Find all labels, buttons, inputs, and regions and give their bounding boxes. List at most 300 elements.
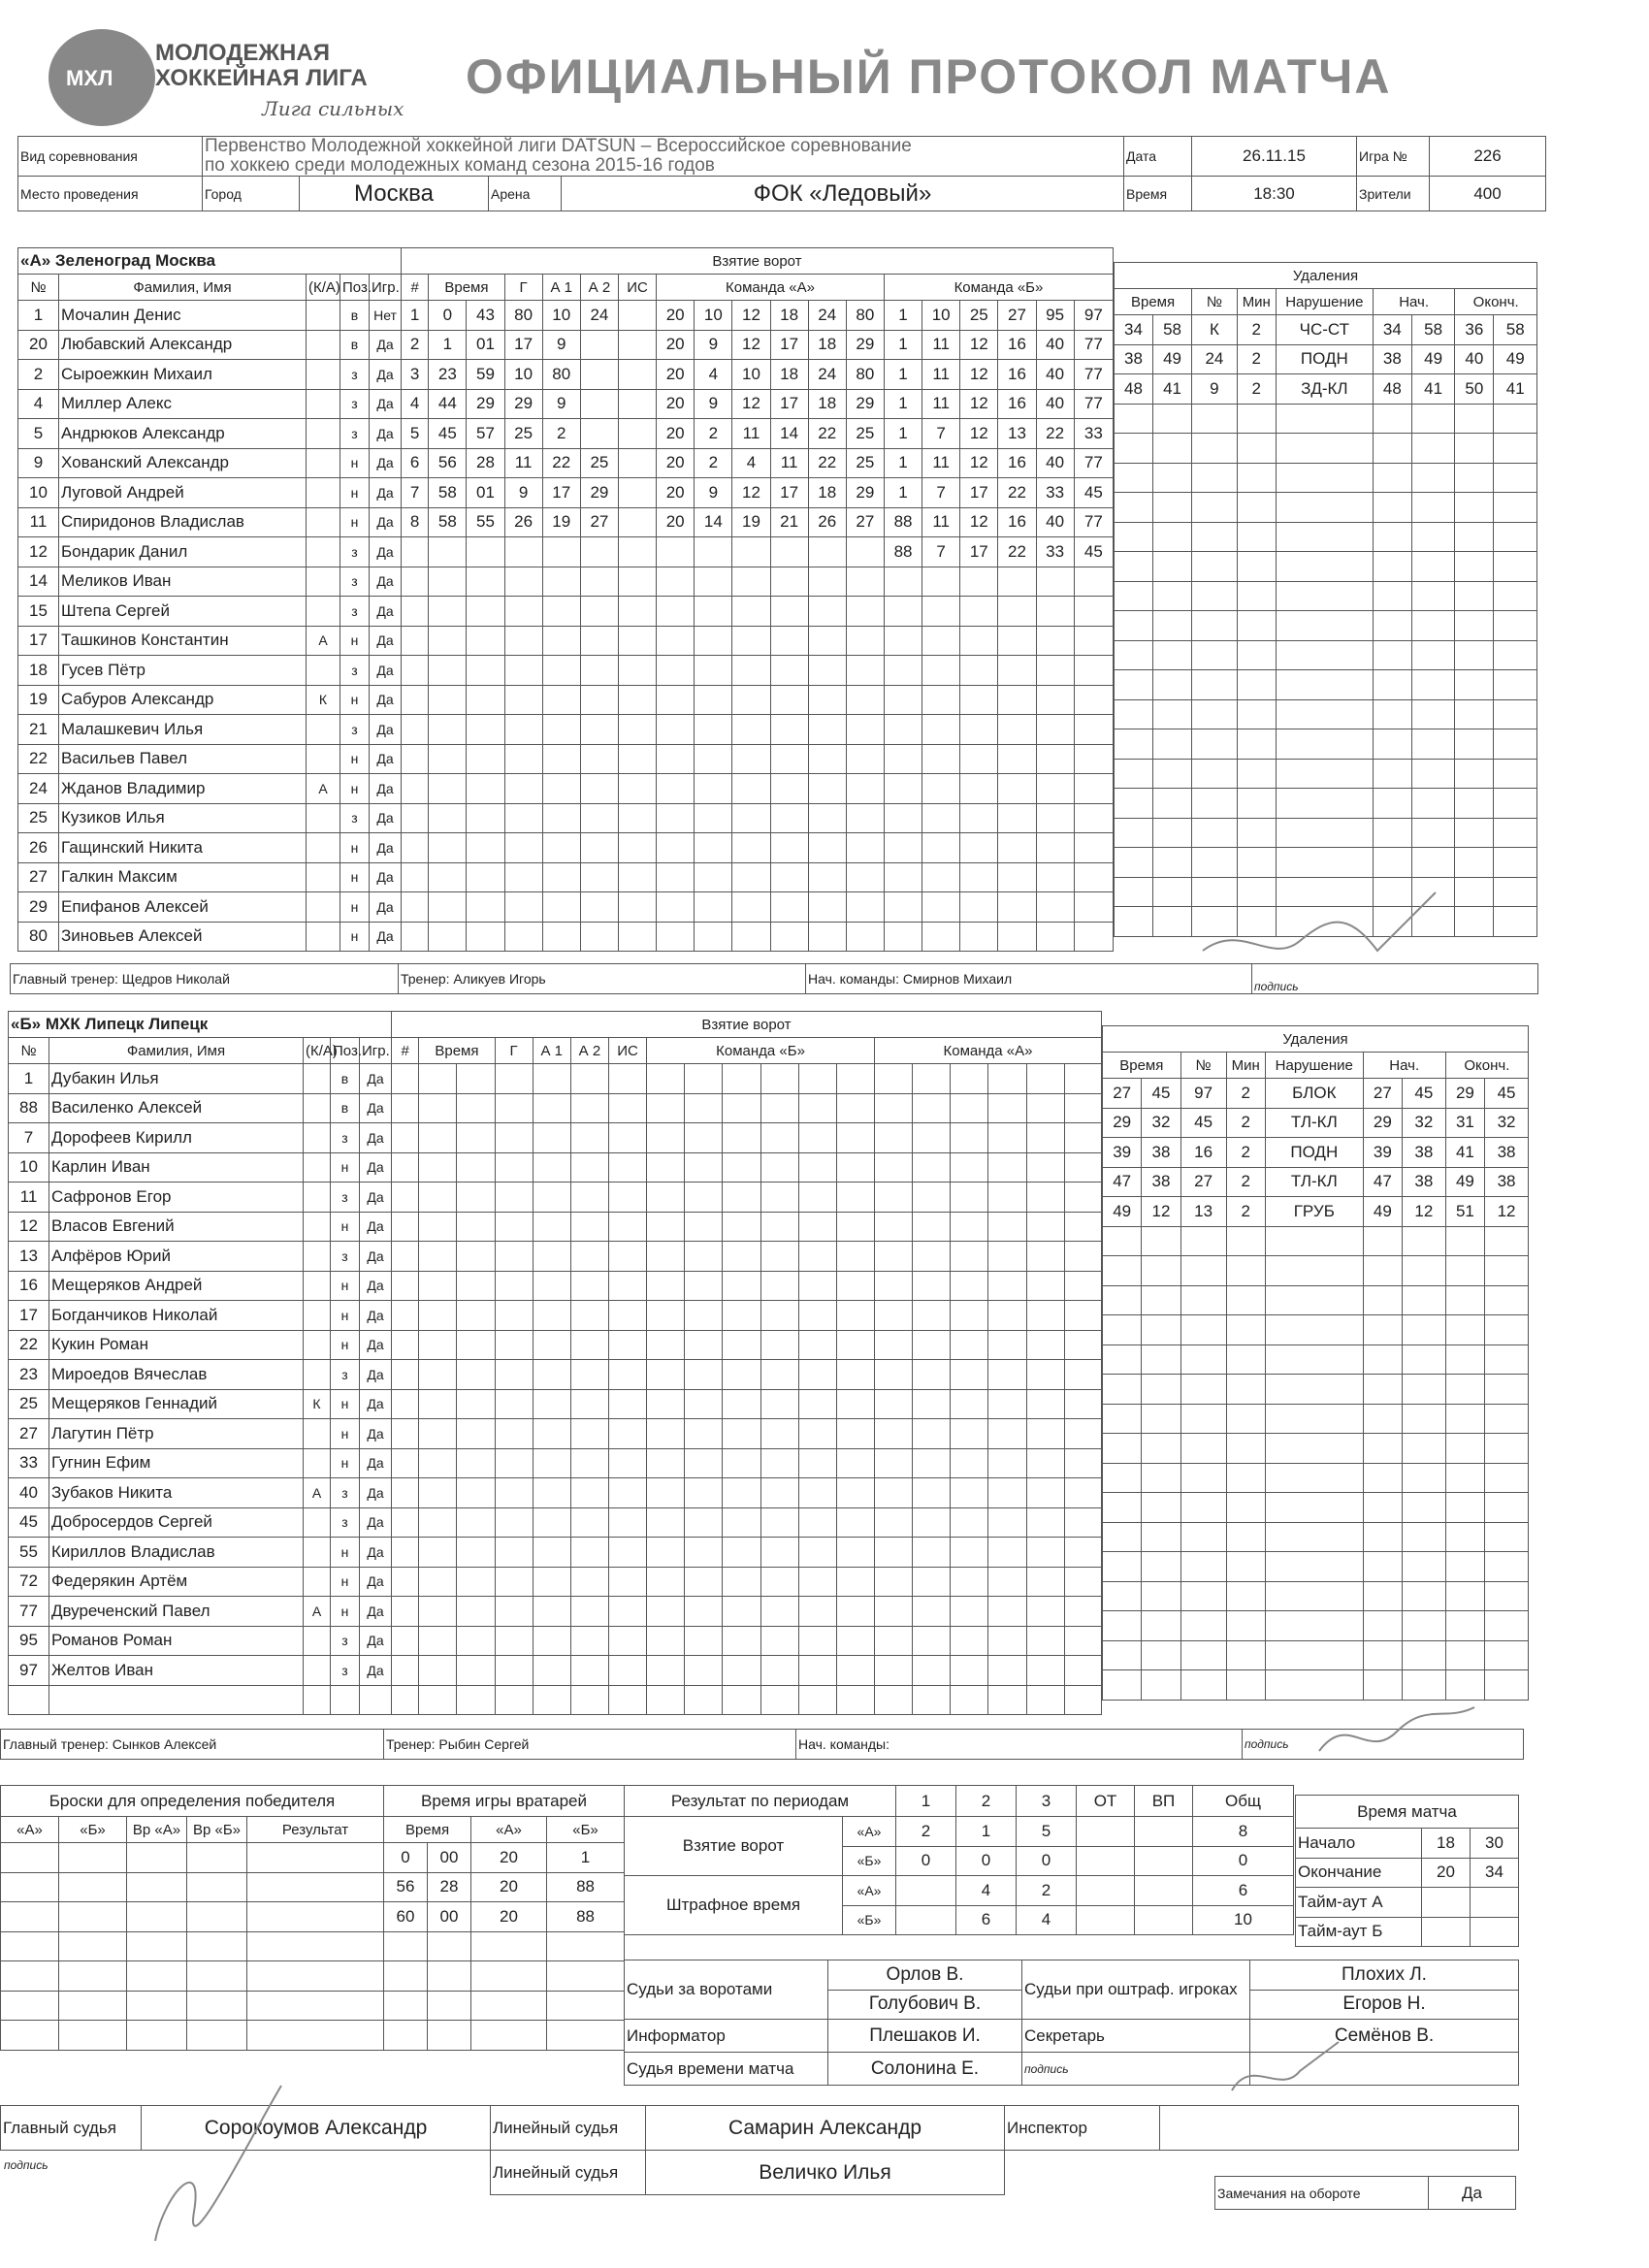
goal-cell xyxy=(960,892,998,923)
goal-cell xyxy=(808,537,846,567)
penalty-cell xyxy=(1363,1581,1402,1611)
shootout-cell xyxy=(187,1931,247,1961)
goal-cell: 10 xyxy=(732,360,770,390)
goal-cell xyxy=(1036,744,1074,774)
player-position: н xyxy=(340,922,370,952)
goal-cell xyxy=(798,1656,836,1686)
penalty-cell xyxy=(1180,1404,1226,1434)
penalty-cell: 45 xyxy=(1402,1079,1445,1109)
penalty-cell xyxy=(1485,1375,1529,1405)
player-number: 27 xyxy=(9,1419,49,1449)
goal-cell xyxy=(1074,567,1113,597)
goal-cell xyxy=(647,1656,685,1686)
penalty-cell xyxy=(1226,1581,1265,1611)
penalty-cell xyxy=(1363,1493,1402,1523)
goal-cell xyxy=(836,1330,874,1360)
player-role xyxy=(304,1656,331,1686)
penalty-cell xyxy=(1494,789,1537,819)
goal-cell xyxy=(988,1093,1026,1123)
goal-cell xyxy=(770,922,808,952)
player-number: 7 xyxy=(9,1123,49,1153)
team-b-roster xyxy=(8,1011,392,1715)
penalty-cell xyxy=(1115,463,1153,493)
penalty-row xyxy=(1103,1640,1529,1670)
penalty-cell xyxy=(1485,1345,1529,1375)
goalie-time-table xyxy=(383,1785,625,2051)
goal-cell xyxy=(392,1507,419,1538)
shootout-cell xyxy=(1,1991,59,2021)
goal-cell xyxy=(874,1301,912,1331)
goal-cell xyxy=(846,656,884,686)
player-name: Двуреченский Павел xyxy=(49,1597,304,1627)
periods-team-a: «А» xyxy=(843,1817,896,1847)
goal-cell: 1 xyxy=(884,301,922,331)
goal-cell xyxy=(770,537,808,567)
penalty-cell: 41 xyxy=(1153,374,1192,405)
goalie-cell: 00 xyxy=(428,1843,471,1873)
roster-row xyxy=(18,803,402,833)
player-number: 9 xyxy=(18,448,59,478)
player-number: 55 xyxy=(9,1538,49,1568)
penalty-cell xyxy=(1373,818,1411,848)
goal-cell: 14 xyxy=(770,419,808,449)
penalty-cell xyxy=(1103,1315,1142,1345)
goal-cell xyxy=(533,1123,570,1153)
roster-row xyxy=(9,1271,392,1301)
penalty-cell: 2 xyxy=(1226,1138,1265,1168)
goal-cell xyxy=(429,922,467,952)
penalty-cell xyxy=(1265,1256,1363,1286)
pen-col-end: Оконч. xyxy=(1455,289,1537,315)
goalie-row xyxy=(384,1961,625,1992)
goal-cell xyxy=(618,656,656,686)
col-number: № xyxy=(9,1038,49,1064)
penalty-cell: 38 xyxy=(1402,1138,1445,1168)
shootout-cell xyxy=(59,1991,127,2021)
shootout-row xyxy=(1,1843,384,1873)
goals-col-num: # xyxy=(392,1038,419,1064)
goal-row xyxy=(402,685,1114,715)
goal-cell xyxy=(960,567,998,597)
penalty-cell xyxy=(1142,1315,1180,1345)
penalty-judges-label: Судьи при оштраф. игроках xyxy=(1022,1960,1250,2020)
goal-cell xyxy=(913,1507,951,1538)
team-a-goals xyxy=(401,247,1114,952)
penalty-cell xyxy=(1237,581,1276,611)
goal-cell xyxy=(1064,1242,1101,1272)
goals-col-goal: Г xyxy=(504,275,542,301)
penalty-cell xyxy=(1153,789,1192,819)
goal-cell xyxy=(884,803,922,833)
roster-row xyxy=(9,1212,392,1242)
player-role xyxy=(304,1064,331,1094)
goal-cell xyxy=(695,774,732,804)
goal-cell xyxy=(798,1626,836,1656)
penalty-cell xyxy=(1180,1434,1226,1464)
penalty-cell xyxy=(1237,699,1276,729)
player-role xyxy=(307,507,340,537)
penalty-cell: 38 xyxy=(1485,1138,1529,1168)
goal-cell xyxy=(570,1123,608,1153)
goal-cell xyxy=(988,1389,1026,1419)
player-number: 97 xyxy=(9,1656,49,1686)
goal-cell: 40 xyxy=(1036,389,1074,419)
penalty-cell: 38 xyxy=(1373,344,1411,374)
goal-cell xyxy=(695,833,732,863)
player-role xyxy=(307,862,340,892)
goal-cell xyxy=(580,626,618,656)
player-name: Штепа Сергей xyxy=(59,597,307,627)
goal-cell xyxy=(960,597,998,627)
goal-cell xyxy=(988,1538,1026,1568)
goal-cell xyxy=(695,685,732,715)
player-position: н xyxy=(331,1271,360,1301)
goal-cell xyxy=(580,419,618,449)
penalty-cell: 12 xyxy=(1402,1197,1445,1227)
goal-cell xyxy=(467,537,504,567)
goal-cell xyxy=(402,656,429,686)
goal-row xyxy=(392,1301,1102,1331)
goal-cell: 4 xyxy=(402,389,429,419)
goal-cell: 16 xyxy=(998,330,1036,360)
roster-row xyxy=(9,1656,392,1686)
goal-cell xyxy=(723,1597,760,1627)
pen-col-min: Мин xyxy=(1226,1053,1265,1079)
penalty-cell xyxy=(1455,522,1494,552)
penalty-row xyxy=(1103,1167,1529,1197)
pen-a-ot xyxy=(1077,1876,1135,1906)
goal-cell xyxy=(836,1538,874,1568)
penalty-cell xyxy=(1485,1522,1529,1552)
match-end-hour: 20 xyxy=(1422,1858,1471,1888)
goal-cell xyxy=(467,715,504,745)
goal-cell: 25 xyxy=(846,419,884,449)
penalty-cell xyxy=(1411,670,1454,700)
goal-cell xyxy=(836,1507,874,1538)
team-a-roster xyxy=(17,247,402,952)
goal-cell xyxy=(732,597,770,627)
goal-cell xyxy=(884,685,922,715)
shootout-cell xyxy=(187,2021,247,2051)
penalty-cell xyxy=(1142,1640,1180,1670)
goal-cell: 20 xyxy=(657,330,695,360)
goal-cell xyxy=(1064,1448,1101,1478)
goal-cell: 0 xyxy=(429,301,467,331)
goal-cell xyxy=(760,1685,798,1715)
goal-cell xyxy=(504,567,542,597)
penalty-cell xyxy=(1180,1345,1226,1375)
goals-a-p2: 1 xyxy=(956,1817,1017,1847)
goal-cell xyxy=(874,1478,912,1508)
player-played: Да xyxy=(370,330,402,360)
goal-cell xyxy=(1036,922,1074,952)
goal-cell xyxy=(770,774,808,804)
shootout-cell xyxy=(247,1961,384,1992)
goal-cell xyxy=(457,1212,495,1242)
player-played: Да xyxy=(360,1626,392,1656)
penalty-cell xyxy=(1363,1434,1402,1464)
player-role xyxy=(304,1242,331,1272)
goal-cell xyxy=(570,1685,608,1715)
goal-cell xyxy=(542,715,580,745)
team-b-footer xyxy=(0,1729,1524,1760)
goal-cell: 2 xyxy=(402,330,429,360)
goal-cell xyxy=(542,685,580,715)
player-role xyxy=(307,301,340,331)
goal-cell xyxy=(913,1064,951,1094)
goal-cell xyxy=(808,833,846,863)
goal-cell xyxy=(1064,1301,1101,1331)
goal-cell xyxy=(1036,774,1074,804)
goal-cell xyxy=(798,1123,836,1153)
goal-cell xyxy=(1074,862,1113,892)
penalty-cell xyxy=(1180,1463,1226,1493)
goal-cell: 9 xyxy=(542,330,580,360)
goal-cell xyxy=(874,1389,912,1419)
goal-cell xyxy=(846,715,884,745)
goal-cell xyxy=(884,922,922,952)
goal-cell xyxy=(913,1567,951,1597)
player-position: н xyxy=(331,1567,360,1597)
goal-cell: 1 xyxy=(884,419,922,449)
goal-cell xyxy=(618,626,656,656)
goal-cell xyxy=(723,1212,760,1242)
goal-cell xyxy=(1074,833,1113,863)
goal-cell xyxy=(723,1567,760,1597)
secretary-value: Семёнов В. xyxy=(1250,2020,1519,2053)
goal-cell xyxy=(988,1242,1026,1272)
goal-cell: 26 xyxy=(808,507,846,537)
goalie-cell: 20 xyxy=(471,1843,547,1873)
penalty-cell xyxy=(1226,1522,1265,1552)
goal-cell xyxy=(1074,892,1113,923)
goal-cell xyxy=(495,1419,533,1449)
penalty-cell xyxy=(1265,1315,1363,1345)
goal-cell xyxy=(570,1152,608,1183)
player-played: Да xyxy=(370,862,402,892)
penalty-cell xyxy=(1445,1493,1484,1523)
goal-cell xyxy=(580,597,618,627)
goal-cell xyxy=(1026,1389,1064,1419)
goal-cell xyxy=(913,1271,951,1301)
penalty-cell xyxy=(1265,1522,1363,1552)
timeout-b-label: Тайм-аут Б xyxy=(1296,1917,1422,1947)
roster-row xyxy=(9,1507,392,1538)
roster-row xyxy=(9,1626,392,1656)
player-number: 1 xyxy=(18,301,59,331)
player-role: А xyxy=(304,1478,331,1508)
goal-cell xyxy=(495,1507,533,1538)
goal-cell: 18 xyxy=(808,389,846,419)
penalty-cell xyxy=(1373,611,1411,641)
shootout-cell xyxy=(247,1931,384,1961)
periods-goals-label: Взятие ворот xyxy=(625,1817,843,1876)
player-role xyxy=(304,1507,331,1538)
goal-cell xyxy=(808,626,846,656)
penalty-cell: 50 xyxy=(1455,374,1494,405)
penalty-cell xyxy=(1411,789,1454,819)
goal-row xyxy=(392,1330,1102,1360)
penalty-row xyxy=(1115,404,1537,434)
player-position: н xyxy=(340,774,370,804)
goal-cell: 43 xyxy=(467,301,504,331)
goal-row xyxy=(402,507,1114,537)
goal-cell xyxy=(1026,1183,1064,1213)
goal-cell: 57 xyxy=(467,419,504,449)
goal-cell xyxy=(467,892,504,923)
goal-cell xyxy=(457,1093,495,1123)
penalty-cell xyxy=(1494,552,1537,582)
player-role: А xyxy=(307,626,340,656)
goalie-cell xyxy=(547,1991,625,2021)
goal-cell xyxy=(504,626,542,656)
goals-opp-team: Команда «А» xyxy=(874,1038,1101,1064)
penalty-cell: 12 xyxy=(1142,1197,1180,1227)
goal-cell xyxy=(504,922,542,952)
goal-cell xyxy=(723,1123,760,1153)
match-time-table xyxy=(1295,1795,1519,1947)
player-name: Кириллов Владислав xyxy=(49,1538,304,1568)
penalty-cell: 38 xyxy=(1115,344,1153,374)
goal-cell xyxy=(685,1242,723,1272)
player-number: 95 xyxy=(9,1626,49,1656)
pen-col-infraction: Нарушение xyxy=(1276,289,1373,315)
roster-row xyxy=(18,448,402,478)
goal-cell xyxy=(846,803,884,833)
penalty-cell xyxy=(1494,729,1537,760)
roster-row xyxy=(18,685,402,715)
goal-cell: 45 xyxy=(429,419,467,449)
penalty-cell xyxy=(1411,522,1454,552)
goal-cell: 59 xyxy=(467,360,504,390)
goal-cell xyxy=(1064,1123,1101,1153)
player-number: 24 xyxy=(18,774,59,804)
goal-row xyxy=(402,537,1114,567)
goalie-cell xyxy=(471,2021,547,2051)
penalty-cell xyxy=(1115,640,1153,670)
goal-cell: 25 xyxy=(580,448,618,478)
goal-cell xyxy=(457,1478,495,1508)
goal-cell xyxy=(874,1419,912,1449)
goal-cell xyxy=(429,803,467,833)
spectators-label: Зрители xyxy=(1357,177,1430,211)
goal-row xyxy=(402,892,1114,923)
goal-cell xyxy=(657,656,695,686)
penalty-cell xyxy=(1276,789,1373,819)
goal-cell xyxy=(723,1271,760,1301)
player-position: н xyxy=(331,1597,360,1627)
goal-cell xyxy=(647,1597,685,1627)
goal-cell xyxy=(1064,1389,1101,1419)
shootout-col-result: Результат xyxy=(247,1817,384,1843)
penalty-cell xyxy=(1276,640,1373,670)
goal-cell xyxy=(732,892,770,923)
goal-cell xyxy=(533,1301,570,1331)
penalty-cell xyxy=(1445,1581,1484,1611)
goals-a-p1: 2 xyxy=(896,1817,956,1847)
penalty-cell xyxy=(1180,1640,1226,1670)
penalty-row xyxy=(1103,1611,1529,1641)
goal-cell: 16 xyxy=(998,360,1036,390)
timeout-a-m xyxy=(1471,1888,1519,1918)
goal-cell: 7 xyxy=(402,478,429,508)
goal-cell xyxy=(419,1685,457,1715)
goal-cell xyxy=(998,744,1036,774)
player-position: з xyxy=(331,1507,360,1538)
penalty-cell xyxy=(1445,1670,1484,1701)
penalty-cell xyxy=(1373,759,1411,789)
goal-cell xyxy=(874,1242,912,1272)
penalty-cell xyxy=(1142,1285,1180,1315)
goal-cell xyxy=(760,1360,798,1390)
penalty-cell xyxy=(1373,581,1411,611)
goal-cell xyxy=(392,1093,419,1123)
goal-cell xyxy=(1036,567,1074,597)
goal-cell: 24 xyxy=(580,301,618,331)
goal-cell xyxy=(1026,1507,1064,1538)
shootout-col-b: «Б» xyxy=(59,1817,127,1843)
goal-cell xyxy=(504,744,542,774)
player-played: Да xyxy=(360,1152,392,1183)
goalie-cell xyxy=(547,1931,625,1961)
goal-cell xyxy=(922,803,960,833)
goal-cell xyxy=(960,715,998,745)
penalty-cell xyxy=(1494,404,1537,434)
linesman-2-label: Линейный судья xyxy=(491,2151,646,2195)
goal-cell xyxy=(1064,1656,1101,1686)
goal-cell xyxy=(723,1064,760,1094)
goal-cell xyxy=(760,1123,798,1153)
goals-col-num: # xyxy=(402,275,429,301)
penalty-cell xyxy=(1153,552,1192,582)
penalty-cell: 39 xyxy=(1103,1138,1142,1168)
goal-cell xyxy=(608,1685,646,1715)
goal-cell xyxy=(608,1448,646,1478)
pen-a-p2: 4 xyxy=(956,1876,1017,1906)
match-end-label: Окончание xyxy=(1296,1858,1422,1888)
goalie-time-title: Время игры вратарей xyxy=(384,1786,625,1817)
penalty-cell xyxy=(1494,818,1537,848)
goal-cell xyxy=(874,1123,912,1153)
goal-cell xyxy=(467,862,504,892)
goal-cell xyxy=(419,1360,457,1390)
goal-cell: 1 xyxy=(429,330,467,360)
goal-cell xyxy=(770,803,808,833)
player-position: н xyxy=(331,1419,360,1449)
goalie-cell xyxy=(384,1961,428,1992)
goal-row xyxy=(392,1567,1102,1597)
goal-cell xyxy=(657,774,695,804)
player-played: Да xyxy=(360,1330,392,1360)
team-b-head-coach: Главный тренер: Сынков Алексей xyxy=(1,1730,384,1760)
penalty-cell xyxy=(1373,789,1411,819)
penalty-cell xyxy=(1276,670,1373,700)
goal-cell: 20 xyxy=(657,507,695,537)
goal-cell: 01 xyxy=(467,330,504,360)
goal-row xyxy=(402,715,1114,745)
goal-cell xyxy=(998,626,1036,656)
goal-cell xyxy=(419,1507,457,1538)
goal-cell: 7 xyxy=(922,537,960,567)
timeout-a-label: Тайм-аут А xyxy=(1296,1888,1422,1918)
period-3: 3 xyxy=(1017,1786,1077,1817)
goal-cell xyxy=(685,1419,723,1449)
penalty-cell: 48 xyxy=(1115,374,1153,405)
goal-cell xyxy=(884,892,922,923)
penalty-cell xyxy=(1192,552,1238,582)
player-number: 12 xyxy=(9,1212,49,1242)
goal-cell xyxy=(951,1419,988,1449)
